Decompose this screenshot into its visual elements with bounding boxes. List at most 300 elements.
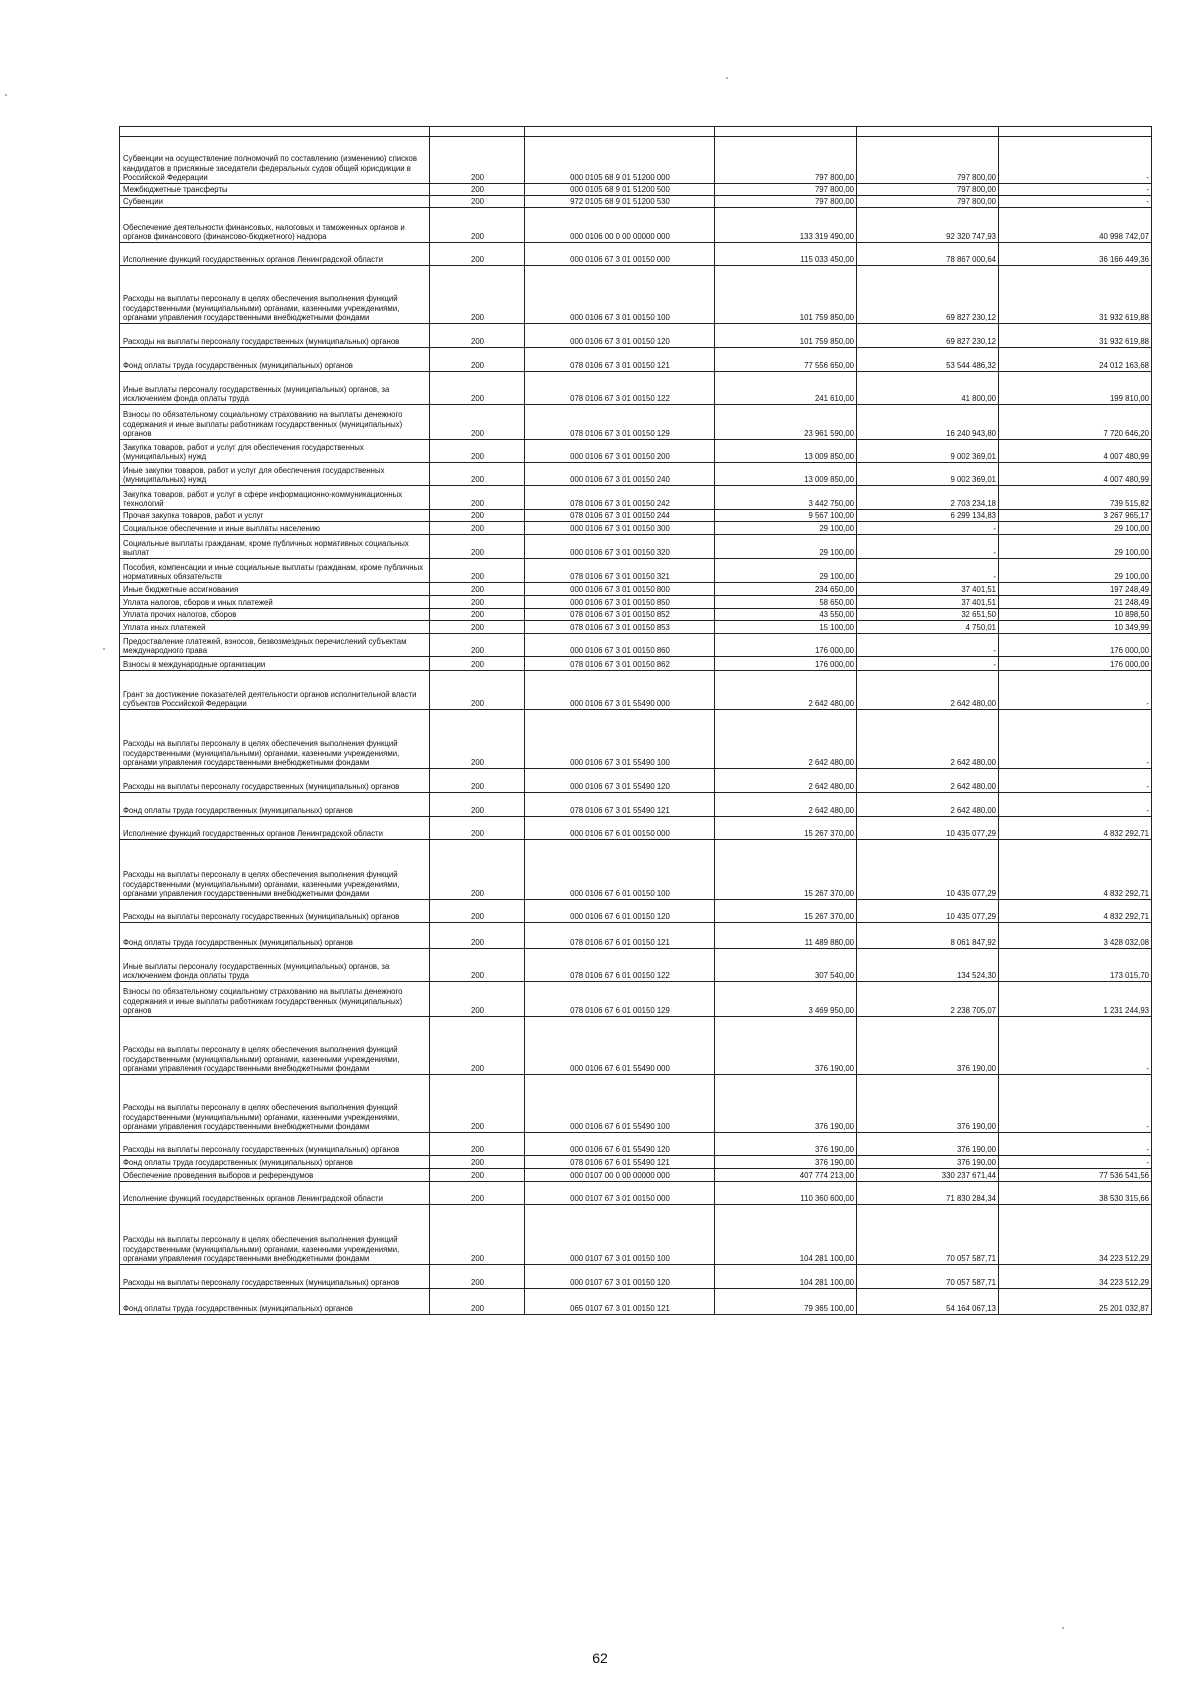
table-row bbox=[120, 793, 1152, 817]
row-name-cell: Исполнение функций государственных органов Ленинградской области bbox=[120, 243, 430, 266]
row-name-cell: Иные бюджетные ассигнования bbox=[120, 583, 430, 596]
row-remaining-amount-cell: 29 100,00 bbox=[999, 535, 1152, 559]
row-approved-amount-cell: 29 100,00 bbox=[715, 559, 857, 583]
row-executed-amount-cell: 2 703 234,18 bbox=[857, 486, 999, 510]
row-remaining-amount-cell: 739 515,82 bbox=[999, 486, 1152, 510]
row-classification-code-cell: 000 0106 67 3 01 00150 120 bbox=[525, 324, 715, 348]
row-remaining-amount-cell: 7 720 646,20 bbox=[999, 405, 1152, 440]
table-row bbox=[120, 671, 1152, 710]
row-code-cell: 200 bbox=[430, 621, 525, 634]
row-remaining-amount-cell: 4 007 480,99 bbox=[999, 440, 1152, 463]
row-approved-amount-cell: 2 642 480,00 bbox=[715, 710, 857, 769]
row-remaining-amount-cell: 77 536 541,56 bbox=[999, 1169, 1152, 1182]
row-remaining-amount-cell: 40 998 742,07 bbox=[999, 208, 1152, 243]
row-code-cell: 200 bbox=[430, 208, 525, 243]
row-code-cell: 200 bbox=[430, 535, 525, 559]
row-classification-code-cell: 000 0106 67 3 01 00150 320 bbox=[525, 535, 715, 559]
row-name-cell: Иные закупки товаров, работ и услуг для обеспечения государственных (муниципальных) нужд bbox=[120, 463, 430, 486]
row-name-cell: Фонд оплаты труда государственных (муниципальных) органов bbox=[120, 923, 430, 949]
row-remaining-amount-cell: - bbox=[999, 1075, 1152, 1133]
row-classification-code-cell: 000 0106 00 0 00 00000 000 bbox=[525, 208, 715, 243]
row-approved-amount-cell: 11 489 880,00 bbox=[715, 923, 857, 949]
row-approved-amount-cell: 29 100,00 bbox=[715, 535, 857, 559]
row-remaining-amount-cell: - bbox=[999, 196, 1152, 208]
row-classification-code-cell: 000 0106 67 6 01 55490 120 bbox=[525, 1133, 715, 1156]
row-remaining-amount-cell: 3 267 965,17 bbox=[999, 510, 1152, 522]
row-approved-amount-cell: 15 267 370,00 bbox=[715, 840, 857, 900]
table-row bbox=[120, 372, 1152, 405]
row-approved-amount-cell: 376 190,00 bbox=[715, 1017, 857, 1075]
row-code-cell: 200 bbox=[430, 486, 525, 510]
table-row bbox=[120, 817, 1152, 840]
row-classification-code-cell: 078 0106 67 6 01 55490 121 bbox=[525, 1156, 715, 1169]
row-remaining-amount-cell: 10 349,99 bbox=[999, 621, 1152, 634]
row-remaining-amount-cell: 3 428 032,08 bbox=[999, 923, 1152, 949]
row-classification-code-cell: 078 0106 67 3 01 00150 321 bbox=[525, 559, 715, 583]
row-classification-code-cell: 000 0105 68 9 01 51200 000 bbox=[525, 137, 715, 184]
row-name-cell: Прочая закупка товаров, работ и услуг bbox=[120, 510, 430, 522]
row-approved-amount-cell: 2 642 480,00 bbox=[715, 793, 857, 817]
row-executed-amount-cell: 134 524,30 bbox=[857, 949, 999, 982]
row-remaining-amount-cell: - bbox=[999, 137, 1152, 184]
table-row bbox=[120, 440, 1152, 463]
row-code-cell: 200 bbox=[430, 266, 525, 324]
row-code-cell: 200 bbox=[430, 710, 525, 769]
row-approved-amount-cell: 9 567 100,00 bbox=[715, 510, 857, 522]
row-classification-code-cell: 000 0107 67 3 01 00150 000 bbox=[525, 1182, 715, 1205]
row-name-cell: Расходы на выплаты персоналу в целях обеспечения выполнения функций государственными (муниципальными) органами, казенными учреждениями, органами управления государственными внебюджетными фондами bbox=[120, 1075, 430, 1133]
row-name-cell: Закупка товаров, работ и услуг в сфере информационно-коммуникационных технологий bbox=[120, 486, 430, 510]
row-approved-amount-cell: 3 442 750,00 bbox=[715, 486, 857, 510]
row-code-cell: 200 bbox=[430, 609, 525, 621]
row-approved-amount-cell: 376 190,00 bbox=[715, 1075, 857, 1133]
table-row bbox=[120, 1265, 1152, 1289]
row-approved-amount-cell: 43 550,00 bbox=[715, 609, 857, 621]
row-remaining-amount-cell: 34 223 512,29 bbox=[999, 1205, 1152, 1265]
row-classification-code-cell: 065 0107 67 3 01 00150 121 bbox=[525, 1289, 715, 1315]
row-executed-amount-cell: 69 827 230,12 bbox=[857, 266, 999, 324]
table-row bbox=[120, 1182, 1152, 1205]
row-name-cell: Исполнение функций государственных органов Ленинградской области bbox=[120, 1182, 430, 1205]
row-name-cell: Расходы на выплаты персоналу государственных (муниципальных) органов bbox=[120, 900, 430, 923]
row-remaining-amount-cell: - bbox=[999, 769, 1152, 793]
row-remaining-amount-cell: 21 248,49 bbox=[999, 596, 1152, 609]
row-executed-amount-cell: 6 299 134,83 bbox=[857, 510, 999, 522]
table-row bbox=[120, 1133, 1152, 1156]
blank-cell bbox=[857, 127, 999, 137]
table-row bbox=[120, 1169, 1152, 1182]
row-approved-amount-cell: 241 610,00 bbox=[715, 372, 857, 405]
row-executed-amount-cell: 16 240 943,80 bbox=[857, 405, 999, 440]
row-approved-amount-cell: 104 281 100,00 bbox=[715, 1205, 857, 1265]
table-row bbox=[120, 710, 1152, 769]
row-executed-amount-cell: - bbox=[857, 559, 999, 583]
row-name-cell: Расходы на выплаты персоналу государственных (муниципальных) органов bbox=[120, 1265, 430, 1289]
row-code-cell: 200 bbox=[430, 817, 525, 840]
row-name-cell: Расходы на выплаты персоналу государственных (муниципальных) органов bbox=[120, 324, 430, 348]
row-approved-amount-cell: 2 642 480,00 bbox=[715, 769, 857, 793]
row-name-cell: Уплата налогов, сборов и иных платежей bbox=[120, 596, 430, 609]
row-executed-amount-cell: - bbox=[857, 634, 999, 657]
row-code-cell: 200 bbox=[430, 596, 525, 609]
row-name-cell: Пособия, компенсации и иные социальные выплаты гражданам, кроме публичных нормативных обязательств bbox=[120, 559, 430, 583]
blank-cell bbox=[430, 127, 525, 137]
row-remaining-amount-cell: 10 898,50 bbox=[999, 609, 1152, 621]
row-code-cell: 200 bbox=[430, 348, 525, 372]
row-approved-amount-cell: 797 800,00 bbox=[715, 196, 857, 208]
table-row bbox=[120, 522, 1152, 535]
row-remaining-amount-cell: - bbox=[999, 1133, 1152, 1156]
row-executed-amount-cell: 797 800,00 bbox=[857, 184, 999, 196]
row-classification-code-cell: 000 0106 67 3 01 55490 100 bbox=[525, 710, 715, 769]
row-classification-code-cell: 078 0106 67 3 01 00150 122 bbox=[525, 372, 715, 405]
table-row bbox=[120, 559, 1152, 583]
row-remaining-amount-cell: 1 231 244,93 bbox=[999, 982, 1152, 1017]
table-row bbox=[120, 1289, 1152, 1315]
row-remaining-amount-cell: - bbox=[999, 1156, 1152, 1169]
table-body bbox=[120, 127, 1152, 1315]
row-approved-amount-cell: 133 319 490,00 bbox=[715, 208, 857, 243]
table-row bbox=[120, 1075, 1152, 1133]
row-executed-amount-cell: 70 057 587,71 bbox=[857, 1265, 999, 1289]
row-name-cell: Предоставление платежей, взносов, безвозмездных перечислений субъектам международного права bbox=[120, 634, 430, 657]
row-classification-code-cell: 000 0106 67 6 01 55490 000 bbox=[525, 1017, 715, 1075]
row-classification-code-cell: 000 0106 67 3 01 00150 240 bbox=[525, 463, 715, 486]
table-row bbox=[120, 208, 1152, 243]
row-code-cell: 200 bbox=[430, 1017, 525, 1075]
row-executed-amount-cell: 376 190,00 bbox=[857, 1017, 999, 1075]
row-executed-amount-cell: 376 190,00 bbox=[857, 1075, 999, 1133]
row-code-cell: 200 bbox=[430, 1156, 525, 1169]
row-executed-amount-cell: 69 827 230,12 bbox=[857, 324, 999, 348]
row-executed-amount-cell: 2 642 480,00 bbox=[857, 793, 999, 817]
row-classification-code-cell: 000 0107 00 0 00 00000 000 bbox=[525, 1169, 715, 1182]
table-row bbox=[120, 840, 1152, 900]
row-classification-code-cell: 000 0107 67 3 01 00150 100 bbox=[525, 1205, 715, 1265]
row-name-cell: Иные выплаты персоналу государственных (муниципальных) органов, за исключением фонда оплаты труда bbox=[120, 949, 430, 982]
row-code-cell: 200 bbox=[430, 196, 525, 208]
table-row bbox=[120, 609, 1152, 621]
row-remaining-amount-cell: 24 012 163,68 bbox=[999, 348, 1152, 372]
row-name-cell: Грант за достижение показателей деятельности органов исполнительной власти субъектов Российской Федерации bbox=[120, 671, 430, 710]
table-row bbox=[120, 1156, 1152, 1169]
row-name-cell: Закупка товаров, работ и услуг для обеспечения государственных (муниципальных) нужд bbox=[120, 440, 430, 463]
table-row bbox=[120, 405, 1152, 440]
row-code-cell: 200 bbox=[430, 440, 525, 463]
row-executed-amount-cell: 2 642 480,00 bbox=[857, 769, 999, 793]
row-executed-amount-cell: 10 435 077,29 bbox=[857, 840, 999, 900]
row-code-cell: 200 bbox=[430, 510, 525, 522]
row-classification-code-cell: 000 0106 67 3 01 00150 100 bbox=[525, 266, 715, 324]
row-approved-amount-cell: 176 000,00 bbox=[715, 634, 857, 657]
table-row bbox=[120, 463, 1152, 486]
row-code-cell: 200 bbox=[430, 184, 525, 196]
row-classification-code-cell: 000 0105 68 9 01 51200 500 bbox=[525, 184, 715, 196]
row-classification-code-cell: 078 0106 67 3 01 00150 852 bbox=[525, 609, 715, 621]
row-approved-amount-cell: 29 100,00 bbox=[715, 522, 857, 535]
row-code-cell: 200 bbox=[430, 243, 525, 266]
row-executed-amount-cell: 797 800,00 bbox=[857, 137, 999, 184]
row-approved-amount-cell: 3 469 950,00 bbox=[715, 982, 857, 1017]
row-classification-code-cell: 000 0106 67 3 01 00150 000 bbox=[525, 243, 715, 266]
row-executed-amount-cell: - bbox=[857, 535, 999, 559]
blank-cell bbox=[120, 127, 430, 137]
row-code-cell: 200 bbox=[430, 559, 525, 583]
row-classification-code-cell: 078 0106 67 3 01 00150 129 bbox=[525, 405, 715, 440]
row-code-cell: 200 bbox=[430, 657, 525, 671]
row-name-cell: Иные выплаты персоналу государственных (муниципальных) органов, за исключением фонда оплаты труда bbox=[120, 372, 430, 405]
row-code-cell: 200 bbox=[430, 793, 525, 817]
row-approved-amount-cell: 307 540,00 bbox=[715, 949, 857, 982]
scan-speck bbox=[5, 94, 7, 96]
row-code-cell: 200 bbox=[430, 372, 525, 405]
row-name-cell: Расходы на выплаты персоналу в целях обеспечения выполнения функций государственными (муниципальными) органами, казенными учреждениями, органами управления государственными внебюджетными фондами bbox=[120, 266, 430, 324]
row-name-cell: Межбюджетные трансферты bbox=[120, 184, 430, 196]
row-classification-code-cell: 078 0106 67 3 01 00150 862 bbox=[525, 657, 715, 671]
row-name-cell: Исполнение функций государственных органов Ленинградской области bbox=[120, 817, 430, 840]
row-code-cell: 200 bbox=[430, 949, 525, 982]
row-approved-amount-cell: 77 556 650,00 bbox=[715, 348, 857, 372]
table-top-blank-row bbox=[120, 127, 1152, 137]
row-approved-amount-cell: 79 365 100,00 bbox=[715, 1289, 857, 1315]
row-name-cell: Расходы на выплаты персоналу государственных (муниципальных) органов bbox=[120, 769, 430, 793]
row-remaining-amount-cell: - bbox=[999, 793, 1152, 817]
row-code-cell: 200 bbox=[430, 671, 525, 710]
row-name-cell: Взносы в международные организации bbox=[120, 657, 430, 671]
row-name-cell: Расходы на выплаты персоналу в целях обеспечения выполнения функций государственными (муниципальными) органами, казенными учреждениями, органами управления государственными внебюджетными фондами bbox=[120, 840, 430, 900]
table-row bbox=[120, 348, 1152, 372]
row-executed-amount-cell: 10 435 077,29 bbox=[857, 817, 999, 840]
row-remaining-amount-cell: 36 166 449,36 bbox=[999, 243, 1152, 266]
table-row bbox=[120, 634, 1152, 657]
row-approved-amount-cell: 15 100,00 bbox=[715, 621, 857, 634]
row-classification-code-cell: 078 0106 67 6 01 00150 129 bbox=[525, 982, 715, 1017]
row-executed-amount-cell: 10 435 077,29 bbox=[857, 900, 999, 923]
row-remaining-amount-cell: 176 000,00 bbox=[999, 634, 1152, 657]
row-name-cell: Расходы на выплаты персоналу в целях обеспечения выполнения функций государственными (муниципальными) органами, казенными учреждениями, органами управления государственными внебюджетными фондами bbox=[120, 1017, 430, 1075]
row-classification-code-cell: 000 0106 67 3 01 55490 000 bbox=[525, 671, 715, 710]
row-code-cell: 200 bbox=[430, 1169, 525, 1182]
row-code-cell: 200 bbox=[430, 923, 525, 949]
table-row bbox=[120, 266, 1152, 324]
table-row bbox=[120, 949, 1152, 982]
row-executed-amount-cell: 376 190,00 bbox=[857, 1133, 999, 1156]
page-number: 62 bbox=[592, 1650, 608, 1666]
row-name-cell: Расходы на выплаты персоналу государственных (муниципальных) органов bbox=[120, 1133, 430, 1156]
row-remaining-amount-cell: 4 832 292,71 bbox=[999, 900, 1152, 923]
row-code-cell: 200 bbox=[430, 463, 525, 486]
row-remaining-amount-cell: 25 201 032,87 bbox=[999, 1289, 1152, 1315]
row-executed-amount-cell: 71 830 284,34 bbox=[857, 1182, 999, 1205]
table-row bbox=[120, 769, 1152, 793]
row-approved-amount-cell: 15 267 370,00 bbox=[715, 817, 857, 840]
row-remaining-amount-cell: - bbox=[999, 1017, 1152, 1075]
row-name-cell: Фонд оплаты труда государственных (муниципальных) органов bbox=[120, 1156, 430, 1169]
table-row bbox=[120, 1017, 1152, 1075]
row-classification-code-cell: 000 0106 67 3 01 00150 860 bbox=[525, 634, 715, 657]
row-executed-amount-cell: 8 061 847,92 bbox=[857, 923, 999, 949]
row-executed-amount-cell: 797 800,00 bbox=[857, 196, 999, 208]
row-name-cell: Социальное обеспечение и иные выплаты населению bbox=[120, 522, 430, 535]
row-code-cell: 200 bbox=[430, 522, 525, 535]
table-row bbox=[120, 486, 1152, 510]
row-name-cell: Расходы на выплаты персоналу в целях обеспечения выполнения функций государственными (муниципальными) органами, казенными учреждениями, органами управления государственными внебюджетными фондами bbox=[120, 1205, 430, 1265]
row-name-cell: Уплата прочих налогов, сборов bbox=[120, 609, 430, 621]
table-row bbox=[120, 137, 1152, 184]
row-executed-amount-cell: 53 544 486,32 bbox=[857, 348, 999, 372]
row-executed-amount-cell: 70 057 587,71 bbox=[857, 1205, 999, 1265]
row-code-cell: 200 bbox=[430, 982, 525, 1017]
table-row bbox=[120, 621, 1152, 634]
row-name-cell: Субвенции на осуществление полномочий по составлению (изменению) списков кандидатов в присяжные заседатели федеральных судов общей юрисдикции в Российской Федерации bbox=[120, 137, 430, 184]
row-classification-code-cell: 078 0106 67 3 01 00150 242 bbox=[525, 486, 715, 510]
row-executed-amount-cell: - bbox=[857, 522, 999, 535]
row-classification-code-cell: 000 0106 67 3 01 00150 300 bbox=[525, 522, 715, 535]
blank-cell bbox=[715, 127, 857, 137]
row-name-cell: Фонд оплаты труда государственных (муниципальных) органов bbox=[120, 1289, 430, 1315]
table-row bbox=[120, 535, 1152, 559]
row-approved-amount-cell: 376 190,00 bbox=[715, 1156, 857, 1169]
row-remaining-amount-cell: 31 932 619,88 bbox=[999, 324, 1152, 348]
row-approved-amount-cell: 23 961 590,00 bbox=[715, 405, 857, 440]
row-remaining-amount-cell: - bbox=[999, 710, 1152, 769]
row-remaining-amount-cell: 29 100,00 bbox=[999, 559, 1152, 583]
scan-speck bbox=[1062, 1627, 1064, 1629]
row-executed-amount-cell: 9 002 369,01 bbox=[857, 463, 999, 486]
row-executed-amount-cell: 4 750,01 bbox=[857, 621, 999, 634]
row-name-cell: Социальные выплаты гражданам, кроме публичных нормативных социальных выплат bbox=[120, 535, 430, 559]
row-executed-amount-cell: 92 320 747,93 bbox=[857, 208, 999, 243]
row-classification-code-cell: 000 0106 67 3 01 00150 800 bbox=[525, 583, 715, 596]
row-name-cell: Обеспечение проведения выборов и референдумов bbox=[120, 1169, 430, 1182]
table-row bbox=[120, 1205, 1152, 1265]
row-classification-code-cell: 078 0106 67 3 01 55490 121 bbox=[525, 793, 715, 817]
row-remaining-amount-cell: - bbox=[999, 184, 1152, 196]
row-name-cell: Уплата иных платежей bbox=[120, 621, 430, 634]
row-remaining-amount-cell: - bbox=[999, 671, 1152, 710]
row-remaining-amount-cell: 197 248,49 bbox=[999, 583, 1152, 596]
row-approved-amount-cell: 797 800,00 bbox=[715, 137, 857, 184]
scan-speck bbox=[103, 648, 105, 650]
table-row bbox=[120, 184, 1152, 196]
row-classification-code-cell: 000 0107 67 3 01 00150 120 bbox=[525, 1265, 715, 1289]
row-remaining-amount-cell: 4 832 292,71 bbox=[999, 840, 1152, 900]
row-approved-amount-cell: 115 033 450,00 bbox=[715, 243, 857, 266]
scan-speck bbox=[726, 77, 728, 79]
budget-execution-table bbox=[119, 126, 1152, 1315]
row-classification-code-cell: 078 0106 67 3 01 00150 244 bbox=[525, 510, 715, 522]
row-remaining-amount-cell: 29 100,00 bbox=[999, 522, 1152, 535]
row-executed-amount-cell: 376 190,00 bbox=[857, 1156, 999, 1169]
row-executed-amount-cell: 2 642 480,00 bbox=[857, 710, 999, 769]
row-classification-code-cell: 000 0106 67 6 01 00150 000 bbox=[525, 817, 715, 840]
row-name-cell: Фонд оплаты труда государственных (муниципальных) органов bbox=[120, 793, 430, 817]
row-executed-amount-cell: 32 651,50 bbox=[857, 609, 999, 621]
blank-cell bbox=[525, 127, 715, 137]
row-approved-amount-cell: 104 281 100,00 bbox=[715, 1265, 857, 1289]
row-classification-code-cell: 000 0106 67 3 01 00150 850 bbox=[525, 596, 715, 609]
row-executed-amount-cell: 78 867 000,64 bbox=[857, 243, 999, 266]
table-row bbox=[120, 982, 1152, 1017]
row-approved-amount-cell: 101 759 850,00 bbox=[715, 266, 857, 324]
row-code-cell: 200 bbox=[430, 1133, 525, 1156]
row-executed-amount-cell: 2 238 705,07 bbox=[857, 982, 999, 1017]
row-code-cell: 200 bbox=[430, 1075, 525, 1133]
row-code-cell: 200 bbox=[430, 769, 525, 793]
row-approved-amount-cell: 58 650,00 bbox=[715, 596, 857, 609]
row-approved-amount-cell: 234 650,00 bbox=[715, 583, 857, 596]
row-approved-amount-cell: 176 000,00 bbox=[715, 657, 857, 671]
table-row bbox=[120, 900, 1152, 923]
row-executed-amount-cell: 330 237 671,44 bbox=[857, 1169, 999, 1182]
row-name-cell: Фонд оплаты труда государственных (муниципальных) органов bbox=[120, 348, 430, 372]
row-approved-amount-cell: 2 642 480,00 bbox=[715, 671, 857, 710]
row-name-cell: Субвенции bbox=[120, 196, 430, 208]
row-classification-code-cell: 078 0106 67 3 01 00150 121 bbox=[525, 348, 715, 372]
row-remaining-amount-cell: 31 932 619,88 bbox=[999, 266, 1152, 324]
row-remaining-amount-cell: 38 530 315,66 bbox=[999, 1182, 1152, 1205]
table-row bbox=[120, 596, 1152, 609]
row-code-cell: 200 bbox=[430, 137, 525, 184]
row-code-cell: 200 bbox=[430, 324, 525, 348]
row-classification-code-cell: 078 0106 67 6 01 00150 122 bbox=[525, 949, 715, 982]
row-name-cell: Расходы на выплаты персоналу в целях обеспечения выполнения функций государственными (муниципальными) органами, казенными учреждениями, органами управления государственными внебюджетными фондами bbox=[120, 710, 430, 769]
row-classification-code-cell: 000 0106 67 6 01 00150 120 bbox=[525, 900, 715, 923]
table-row bbox=[120, 510, 1152, 522]
row-approved-amount-cell: 110 360 600,00 bbox=[715, 1182, 857, 1205]
row-code-cell: 200 bbox=[430, 840, 525, 900]
row-code-cell: 200 bbox=[430, 634, 525, 657]
row-code-cell: 200 bbox=[430, 1205, 525, 1265]
row-code-cell: 200 bbox=[430, 1182, 525, 1205]
table-row bbox=[120, 657, 1152, 671]
row-remaining-amount-cell: 4 007 480,99 bbox=[999, 463, 1152, 486]
table-row bbox=[120, 923, 1152, 949]
table-row bbox=[120, 196, 1152, 208]
row-classification-code-cell: 078 0106 67 3 01 00150 853 bbox=[525, 621, 715, 634]
row-approved-amount-cell: 407 774 213,00 bbox=[715, 1169, 857, 1182]
row-code-cell: 200 bbox=[430, 583, 525, 596]
row-executed-amount-cell: 41 800,00 bbox=[857, 372, 999, 405]
row-classification-code-cell: 000 0106 67 3 01 55490 120 bbox=[525, 769, 715, 793]
blank-cell bbox=[999, 127, 1152, 137]
row-classification-code-cell: 000 0106 67 6 01 55490 100 bbox=[525, 1075, 715, 1133]
row-approved-amount-cell: 797 800,00 bbox=[715, 184, 857, 196]
row-remaining-amount-cell: 173 015,70 bbox=[999, 949, 1152, 982]
row-approved-amount-cell: 376 190,00 bbox=[715, 1133, 857, 1156]
row-executed-amount-cell: 2 642 480,00 bbox=[857, 671, 999, 710]
row-name-cell: Взносы по обязательному социальному страхованию на выплаты денежного содержания и иные выплаты работникам государственных (муниципальных) органов bbox=[120, 982, 430, 1017]
row-remaining-amount-cell: 4 832 292,71 bbox=[999, 817, 1152, 840]
row-code-cell: 200 bbox=[430, 1265, 525, 1289]
row-executed-amount-cell: 9 002 369,01 bbox=[857, 440, 999, 463]
row-executed-amount-cell: - bbox=[857, 657, 999, 671]
row-name-cell: Взносы по обязательному социальному страхованию на выплаты денежного содержания и иные выплаты работникам государственных (муниципальных) органов bbox=[120, 405, 430, 440]
table-row bbox=[120, 583, 1152, 596]
row-remaining-amount-cell: 176 000,00 bbox=[999, 657, 1152, 671]
row-executed-amount-cell: 54 164 067,13 bbox=[857, 1289, 999, 1315]
row-code-cell: 200 bbox=[430, 900, 525, 923]
row-remaining-amount-cell: 199 810,00 bbox=[999, 372, 1152, 405]
row-classification-code-cell: 078 0106 67 6 01 00150 121 bbox=[525, 923, 715, 949]
row-classification-code-cell: 000 0106 67 3 01 00150 200 bbox=[525, 440, 715, 463]
row-approved-amount-cell: 101 759 850,00 bbox=[715, 324, 857, 348]
row-approved-amount-cell: 13 009 850,00 bbox=[715, 463, 857, 486]
table-row bbox=[120, 243, 1152, 266]
row-executed-amount-cell: 37 401,51 bbox=[857, 583, 999, 596]
row-remaining-amount-cell: 34 223 512,29 bbox=[999, 1265, 1152, 1289]
row-classification-code-cell: 000 0106 67 6 01 00150 100 bbox=[525, 840, 715, 900]
